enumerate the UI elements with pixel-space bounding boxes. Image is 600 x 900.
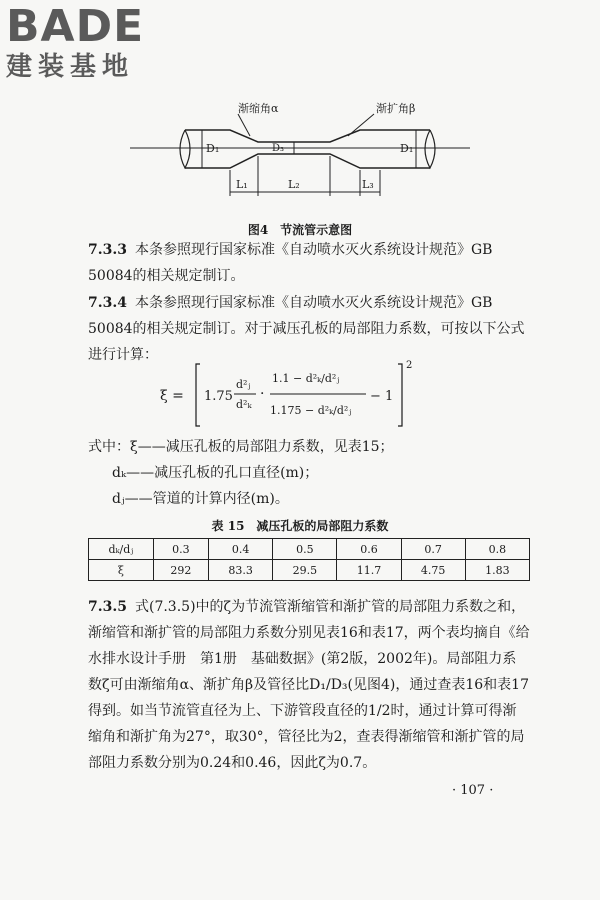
pipe-outline-top: [185, 130, 430, 142]
table-cell: 292: [153, 560, 208, 581]
table-caption: 表 15 减压孔板的局部阻力系数: [211, 519, 389, 533]
formula-lhs: ξ =: [160, 388, 184, 404]
logo: [6, 1, 145, 82]
label-converge-angle: 渐缩角α: [238, 102, 279, 115]
definition-dk: dₖ——减压孔板的孔口直径(m)；: [112, 465, 319, 481]
section-text: 本条参照现行国家标准《自动喷水灭火系统设计规范》GB 50084的相关规定制订。: [88, 242, 493, 284]
logo-subtitle: 建装基地: [6, 52, 135, 82]
formula-dot: ·: [260, 386, 265, 402]
left-break: [180, 130, 190, 168]
formula-num2: 1.1 − d²ₖ/d²ⱼ: [272, 372, 340, 385]
page-number: · 107 ·: [452, 783, 494, 798]
section-number: 7.3.5: [88, 599, 127, 615]
table-cell: 4.75: [401, 560, 465, 581]
beta-leader: [348, 114, 374, 136]
formula: [160, 358, 420, 432]
label-d1-right: D₁: [400, 142, 414, 155]
logo-brand: BADE: [6, 1, 145, 52]
formula-exponent: 2: [406, 360, 413, 371]
figure-caption: 图4 节流管示意图: [247, 223, 353, 237]
label-l1: L₁: [236, 178, 248, 191]
table-cell: 0.7: [401, 539, 465, 560]
definition-dj: dⱼ——管道的计算内径(m)。: [112, 491, 289, 507]
table-cell: 0.8: [465, 539, 529, 560]
section-number: 7.3.3: [88, 242, 127, 258]
formula-den2: 1.175 − d²ₖ/d²ⱼ: [270, 404, 352, 417]
label-d1-left: D₁: [206, 142, 220, 155]
close-bracket: [398, 364, 402, 426]
table-cell: 0.6: [337, 539, 401, 560]
label-l2: L₂: [288, 178, 300, 191]
section-text: 本条参照现行国家标准《自动喷水灭火系统设计规范》GB 50084的相关规定制订。对于减压孔板的局部阻力系数，可按以下公式进行计算：: [88, 295, 525, 363]
table-cell: 29.5: [273, 560, 337, 581]
table-cell: dₖ/dⱼ: [89, 539, 154, 560]
table-cell: 0.3: [153, 539, 208, 560]
table-cell: ξ: [89, 560, 154, 581]
table-15: [88, 538, 530, 581]
label-l3: L₃: [362, 178, 374, 191]
alpha-leader: [238, 114, 250, 136]
right-break: [425, 130, 435, 168]
table-cell: 0.5: [273, 539, 337, 560]
table-cell: 11.7: [337, 560, 401, 581]
section-7-3-4: [88, 290, 528, 368]
throttle-pipe-diagram: [130, 92, 470, 212]
section-number: 7.3.4: [88, 295, 127, 311]
formula-num1: d²ⱼ: [236, 378, 251, 391]
definition-xi: 式中：ξ——减压孔板的局部阻力系数，见表15；: [88, 439, 394, 455]
section-text: 式(7.3.5)中的ζ为节流管渐缩管和渐扩管的局部阻力系数之和，渐缩管和渐扩管的局部阻力系数分别见表16和表17，两个表均摘自《给水排水设计手册 第1册 基础数据》(第2版，2002年)。局部阻力系数ζ可由渐缩角α、渐扩角β及管径比D₁/D₃(见图4)，通过查表16和表17得到。如当节流管直径为上、下游管段直径的1/2时，通过计算可得渐缩角和渐扩角为27°，取30°，管径比为2，查表得渐缩管和渐扩管的局部阻力系数分别为0.24和0.46，因此ζ为0.7。: [88, 599, 530, 771]
pipe-outline-bottom: [185, 154, 430, 168]
table-cell: 0.4: [209, 539, 273, 560]
formula-den1: d²ₖ: [236, 398, 252, 411]
formula-minus-one: − 1: [370, 389, 394, 404]
formula-definitions: [88, 434, 528, 512]
label-d3: D₃: [272, 143, 285, 154]
table-header-row: [89, 539, 530, 560]
table-row: [89, 560, 530, 581]
formula-coef: 1.75: [204, 389, 233, 404]
label-diverge-angle: 渐扩角β: [376, 102, 416, 115]
table-cell: 1.83: [465, 560, 529, 581]
open-bracket: [196, 364, 200, 426]
section-7-3-3: [88, 237, 528, 289]
table-cell: 83.3: [209, 560, 273, 581]
section-7-3-5: [88, 594, 530, 776]
